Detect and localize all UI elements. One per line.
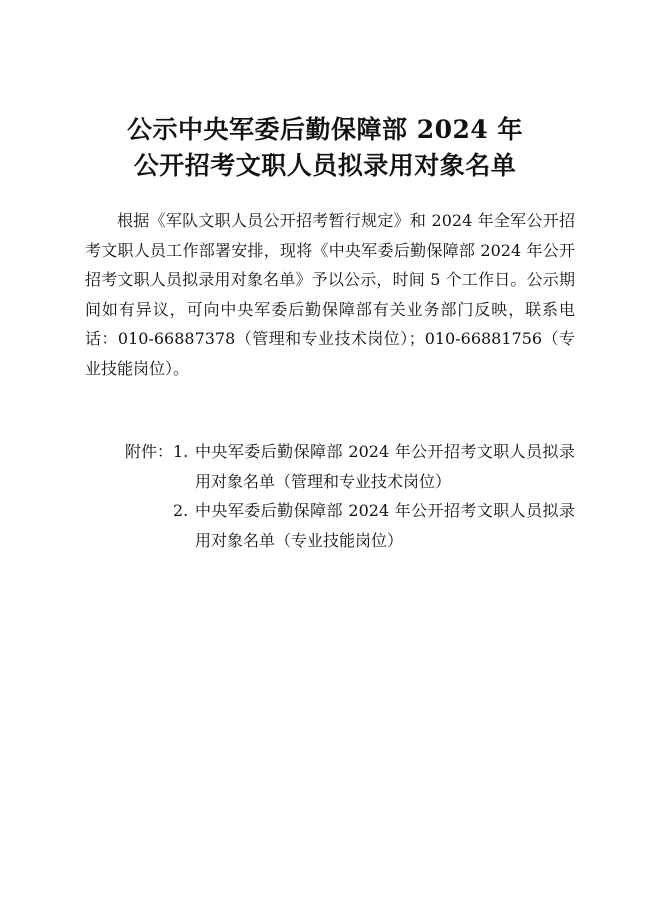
attachments-list (173, 437, 575, 555)
attachment-text-1: 中央军委后勤保障部 2024 年公开招考文职人员拟录用对象名单（管理和专业技术岗位） (195, 442, 575, 491)
document-title-line-2: 公开招考文职人员拟录用对象名单 (133, 151, 517, 180)
attachment-item-1 (173, 437, 575, 496)
document-title-line-1: 公示中央军委后勤保障部 2024 年 (127, 115, 523, 144)
notice-paragraph: 根据《军队文职人员公开招考暂行规定》和 2024 年全军公开招考文职人员工作部署安排，现将《中央军委后勤保障部 2024 年公开招考文职人员拟录用对象名单》予以公示，时间 5 个工作日。公示期间如有异议，可向中央军委后勤保障部有关业务部门反映，联系电话：010-66887378（管理和专业技术岗位）；010-66881756（专业技能岗位）。 (85, 211, 575, 378)
attachment-text-2: 中央军委后勤保障部 2024 年公开招考文职人员拟录用对象名单（专业技能岗位） (195, 501, 575, 550)
attachment-number-2: 2. (173, 501, 189, 520)
attachment-number-1: 1. (173, 442, 189, 461)
attachment-item-2 (173, 496, 575, 555)
attachments-label: 附件： (125, 442, 174, 461)
notice-body (85, 206, 575, 383)
